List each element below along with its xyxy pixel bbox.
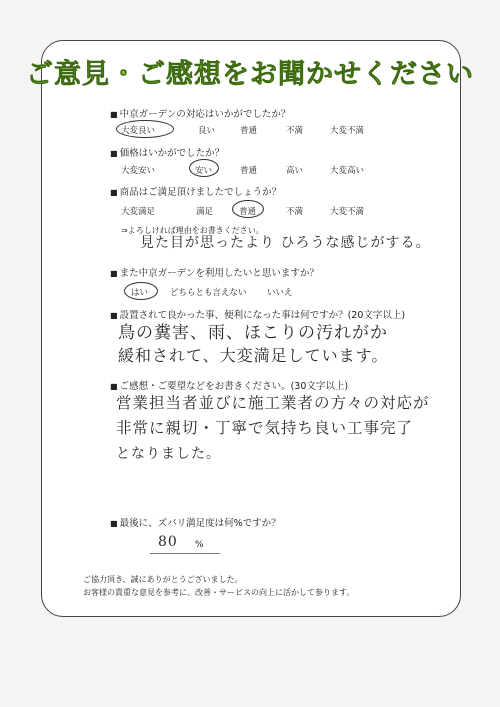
option-service-5[interactable]: 大変不満 (330, 126, 365, 136)
handwritten-satisfaction-value: 80 (158, 534, 178, 550)
option-reuse-1[interactable]: はい (131, 288, 149, 298)
reason-prompt: ⇒よろしければ理由をお書きください。 (121, 226, 264, 235)
handwritten-comments-line-2: 非常に親切・丁寧で気持ち良い工事完了 (116, 419, 414, 437)
option-product-5[interactable]: 大変不満 (330, 207, 365, 217)
handwritten-benefits-line-1: 鳥の糞害、雨、ほこりの汚れがか (118, 323, 388, 343)
handwritten-comments-line-1: 営業担当者並びに施工業者の方々の対応が (116, 394, 430, 412)
question-price: ■ 価格はいかがでしたか？ (110, 145, 224, 159)
question-product: ■ 商品はご満足頂けましたでしょうか？ (110, 184, 281, 198)
option-product-3[interactable]: 普通 (239, 207, 257, 217)
handwritten-benefits-line-2: 緩和されて、大変満足しています。 (118, 346, 389, 365)
question-satisfaction: ■ 最後に、ズバリ満足度は何%ですか？ (110, 515, 281, 529)
option-service-1[interactable]: 大変良い (121, 126, 156, 136)
satisfaction-underline (150, 553, 220, 554)
survey-title: ご意見・ご感想をお聞かせください (26, 59, 474, 90)
handwritten-reason: 見た目が思ったより ひろうな感じがする。 (140, 235, 431, 251)
footer-note: お客様の貴重な意見を参考に、改善・サービスの向上に活かして参ります。 (83, 588, 355, 597)
handwritten-comments-line-3: となりました。 (116, 446, 221, 462)
option-reuse-2[interactable]: どちらとも言えない (170, 288, 247, 298)
option-product-4[interactable]: 不満 (286, 207, 304, 217)
option-service-2[interactable]: 良い (198, 126, 216, 136)
footer-thanks: ご協力頂き、誠にありがとうございました。 (83, 575, 243, 584)
percent-unit: % (195, 540, 204, 550)
option-price-1[interactable]: 大変安い (121, 166, 156, 176)
option-price-4[interactable]: 高い (286, 166, 304, 176)
question-benefits: ■ 設置されて良かった事、便利になった事は何ですか？(20文字以上) (110, 307, 405, 321)
question-comments: ■ ご感想・ご要望などをお書きください。(30文字以上) (110, 378, 348, 392)
option-product-2[interactable]: 満足 (196, 207, 214, 217)
option-reuse-3[interactable]: いいえ (267, 288, 293, 298)
question-service: ■ 中京ガーデンの対応はいかがでしたか？ (110, 106, 290, 120)
option-price-5[interactable]: 大変高い (330, 166, 365, 176)
question-reuse: ■ また中京ガーデンを利用したいと思いますか？ (110, 265, 319, 279)
option-product-1[interactable]: 大変満足 (121, 207, 156, 217)
option-price-3[interactable]: 普通 (240, 166, 258, 176)
option-price-2[interactable]: 安い (195, 166, 213, 176)
option-service-4[interactable]: 不満 (286, 126, 304, 136)
option-service-3[interactable]: 普通 (240, 126, 258, 136)
